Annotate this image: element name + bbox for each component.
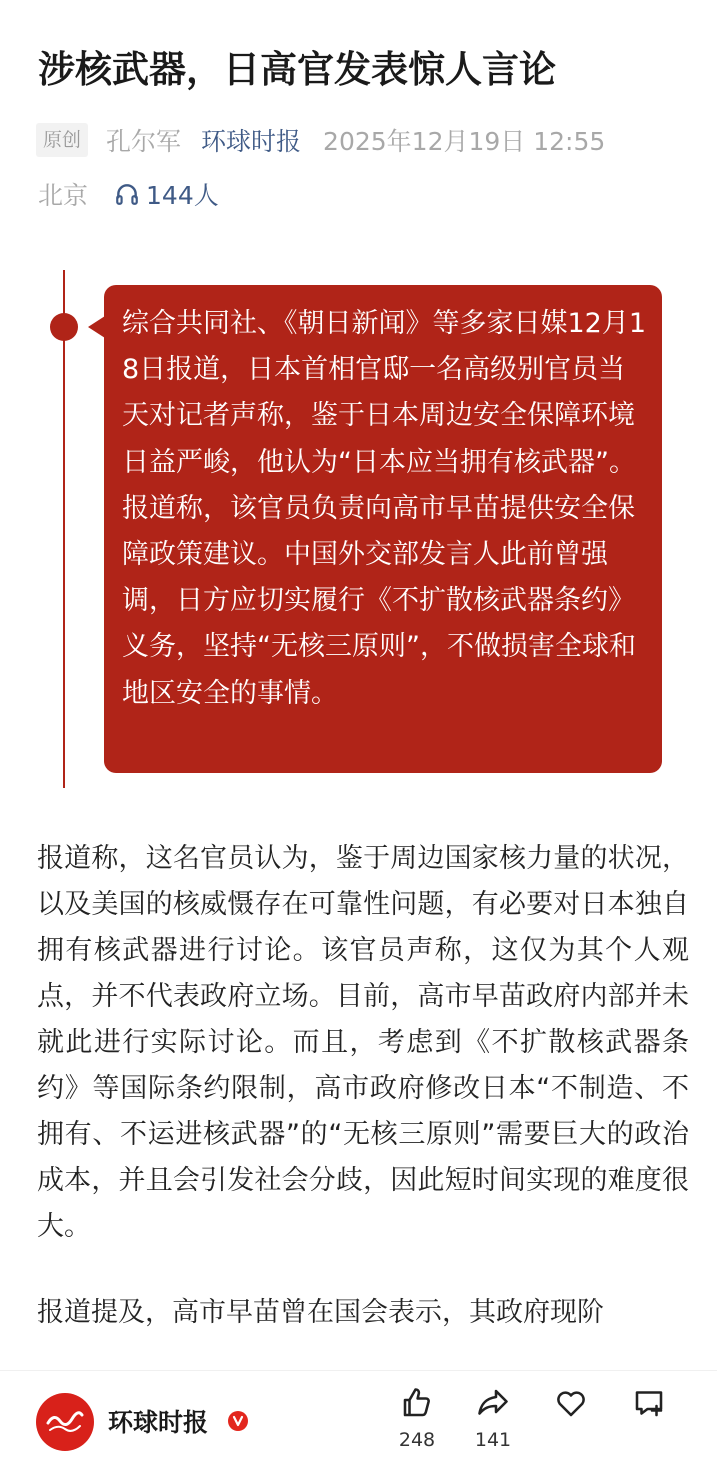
share-icon <box>475 1385 511 1421</box>
favorite-button[interactable] <box>541 1385 601 1429</box>
publisher-logo[interactable] <box>36 1393 94 1451</box>
like-count: 248 <box>398 1429 436 1451</box>
body-paragraph: 报道提及，高市早苗曾在国会表示，其政府现阶 <box>37 1297 604 1328</box>
comment-plus-icon <box>631 1385 667 1421</box>
source-link[interactable]: 环球时报 <box>201 127 302 156</box>
listen-button[interactable] <box>114 176 219 212</box>
listener-count: 144人 <box>146 181 219 210</box>
timeline-dot <box>50 313 78 341</box>
author-name[interactable]: 孔尔军 <box>106 127 182 156</box>
article-title: 涉核武器，日高官发表惊人言论 <box>38 48 556 91</box>
article-meta-secondary <box>38 176 219 212</box>
publisher-logo-mark <box>36 1393 94 1451</box>
verified-badge-icon <box>228 1411 248 1431</box>
bottom-fade <box>0 1340 717 1372</box>
timeline-line <box>63 270 65 788</box>
location-label: 北京 <box>38 181 89 210</box>
share-button[interactable] <box>463 1385 523 1451</box>
summary-callout: 综合共同社、《朝日新闻》等多家日媒12月18日报道，日本首相官邸一名高级别官员当天对记者声称，鉴于日本周边安全保障环境日益严峻，他认为“日本应当拥有核武器”。报道称，该官员负责向高市早苗提供安全保障政策建议。中国外交部发言人此前曾强调，日方应切实履行《不扩散核武器条约》义务，坚持“无核三原则”，不做损害全球和地区安全的事情。 <box>104 285 662 773</box>
original-badge: 原创 <box>36 123 88 157</box>
thumbs-up-icon <box>399 1385 435 1421</box>
like-button[interactable] <box>387 1385 447 1451</box>
bottom-action-bar <box>0 1370 717 1477</box>
heart-icon <box>553 1385 589 1421</box>
comment-button[interactable] <box>619 1385 679 1429</box>
article-meta <box>36 120 625 160</box>
article-body <box>37 836 689 1376</box>
bubble-pointer <box>88 316 105 338</box>
body-paragraph: 报道称，这名官员认为，鉴于周边国家核力量的状况，以及美国的核威慑存在可靠性问题，有必要对日本独自拥有核武器进行讨论。该官员声称，这仅为其个人观点，并不代表政府立场。目前，高市早苗政府内部并未就此进行实际讨论。而且，考虑到《不扩散核武器条约》等国际条约限制，高市政府修改日本“不制造、不拥有、不运进核武器”的“无核三原则”需要巨大的政治成本，并且会引发社会分歧，因此短时间实现的难度很大。 <box>37 843 689 1242</box>
publish-datetime: 2025年12月19日 12:55 <box>323 127 606 156</box>
headphones-icon <box>114 181 140 207</box>
publisher-name[interactable]: 环球时报 <box>108 1408 209 1437</box>
share-count: 141 <box>474 1429 512 1451</box>
